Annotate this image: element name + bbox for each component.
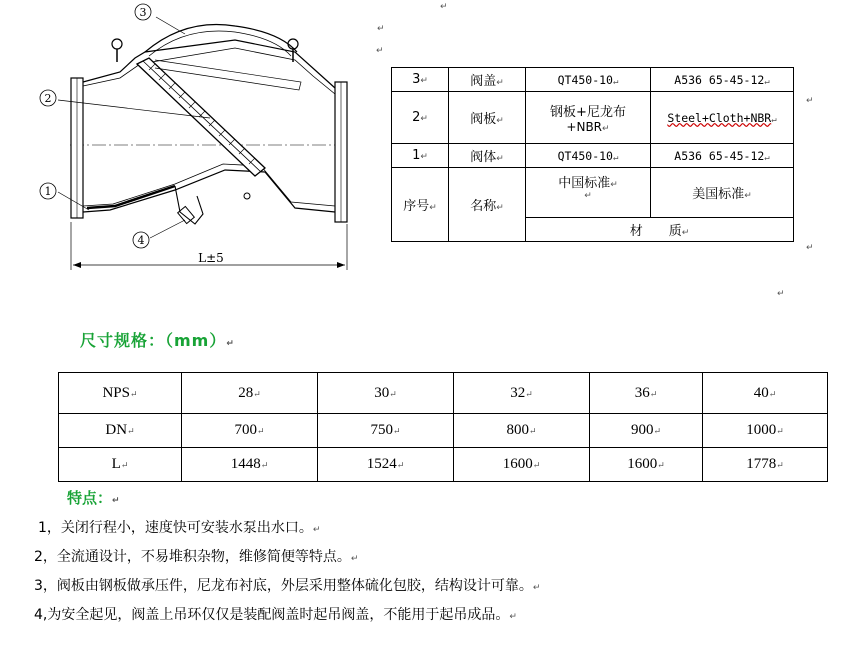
cell-l: 1778↵ (703, 448, 828, 482)
cell-l: 1600↵ (454, 448, 590, 482)
table-row (59, 373, 828, 414)
material-table (391, 67, 794, 242)
cell-nps: 28↵ (182, 373, 318, 414)
row1-cn-std: QT450-10↵ (526, 144, 651, 168)
table-row (392, 68, 794, 92)
table-row (59, 448, 828, 482)
row1-name: 阀体↵ (449, 144, 526, 168)
callout-4-text: 4 (137, 234, 145, 247)
paragraph-mark: ↵ (777, 289, 785, 299)
valve-drawing (25, 0, 365, 278)
row3-cn-std: QT450-10↵ (526, 68, 651, 92)
paragraph-mark: ↵ (806, 96, 814, 106)
row2-us-std: Steel+Cloth+NBR↵ (651, 92, 794, 144)
features-title: 特点：↵ (67, 489, 120, 507)
header-name: 名称↵ (449, 168, 526, 242)
callout-2-text: 2 (44, 92, 52, 105)
row1-no: 1↵ (392, 144, 449, 168)
row1-us-std: A536 65-45-12↵ (651, 144, 794, 168)
cell-dn: 700↵ (182, 414, 318, 448)
callout-3-text: 3 (139, 6, 147, 19)
dimensions-heading: 尺寸规格：（mm）↵ (80, 331, 235, 350)
cell-l: 1600↵ (590, 448, 703, 482)
row3-us-std: A536 65-45-12↵ (651, 68, 794, 92)
feature-item: 4,为安全起见，阀盖上吊环仅仅是装配阀盖时起吊阀盖，不能用于起吊成品。↵ (34, 607, 517, 623)
cell-nps: 30↵ (318, 373, 454, 414)
callout-4 (133, 232, 149, 248)
callout-3 (135, 4, 151, 20)
body-bottom (83, 170, 335, 212)
cell-nps: 32↵ (454, 373, 590, 414)
header-us-std: 美国标准↵ (651, 168, 794, 218)
callout-1-text: 1 (44, 185, 52, 198)
row3-name: 阀盖↵ (449, 68, 526, 92)
cell-dn: 800↵ (454, 414, 590, 448)
paragraph-mark: ↵ (806, 243, 814, 253)
lifting-eye-left (112, 39, 122, 49)
table-row (392, 168, 794, 218)
cell-nps: 36↵ (590, 373, 703, 414)
row2-cn-std: 钢板+尼龙布 +NBR↵ (526, 92, 651, 144)
paragraph-mark: ↵ (376, 46, 384, 56)
feature-item: 1，关闭行程小，速度快可安装水泵出水口。↵ (38, 520, 321, 536)
label-nps: NPS↵ (59, 373, 182, 414)
table-row (392, 144, 794, 168)
table-row (392, 92, 794, 144)
cell-dn: 750↵ (318, 414, 454, 448)
table-row (59, 414, 828, 448)
header-material: 材 质↵ (526, 218, 794, 242)
cell-l: 1524↵ (318, 448, 454, 482)
dimensions-table (58, 372, 828, 482)
paragraph-mark: ↵ (377, 24, 385, 34)
cell-l: 1448↵ (182, 448, 318, 482)
callout-1 (40, 183, 56, 199)
paragraph-mark: ↵ (440, 2, 448, 12)
row3-no: 3↵ (392, 68, 449, 92)
feature-item: 3，阀板由钢板做承压件，尼龙布衬底，外层采用整体硫化包胶，结构设计可靠。↵ (34, 578, 541, 594)
row2-no: 2↵ (392, 92, 449, 144)
row2-name: 阀板↵ (449, 92, 526, 144)
cell-dn: 1000↵ (703, 414, 828, 448)
label-l: L↵ (59, 448, 182, 482)
header-no: 序号↵ (392, 168, 449, 242)
cell-nps: 40↵ (703, 373, 828, 414)
label-dn: DN↵ (59, 414, 182, 448)
feature-item: 2，全流通设计，不易堆积杂物，维修简便等特点。↵ (34, 549, 359, 565)
dimension-label: L±5 (198, 251, 224, 265)
callout-2 (40, 90, 56, 106)
cell-dn: 900↵ (590, 414, 703, 448)
drain-boss (175, 186, 203, 224)
header-cn-std: 中国标准↵ ↵ (526, 168, 651, 218)
